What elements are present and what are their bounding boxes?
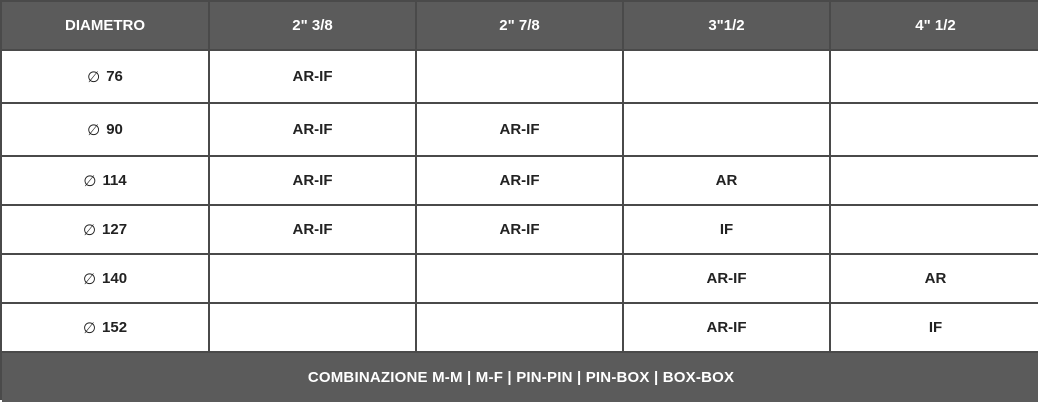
table-cell — [831, 104, 1038, 157]
table-cell: AR-IF — [624, 255, 831, 304]
table-cell: IF — [624, 206, 831, 255]
header-diametro: DIAMETRO — [2, 2, 210, 51]
diameter-icon: ∅ — [83, 172, 97, 190]
table-cell — [417, 51, 624, 104]
table-cell — [210, 304, 417, 353]
table-cell — [831, 157, 1038, 206]
table-cell — [831, 206, 1038, 255]
table-cell: AR-IF — [624, 304, 831, 353]
table-cell: AR-IF — [210, 51, 417, 104]
diameter-icon: ∅ — [87, 68, 101, 86]
header-2-3-8: 2" 3/8 — [210, 2, 417, 51]
diameter-cell — [2, 104, 210, 157]
diameter-icon: ∅ — [87, 121, 101, 139]
table-cell — [210, 255, 417, 304]
header-2-7-8: 2" 7/8 — [417, 2, 624, 51]
table-cell: AR-IF — [417, 157, 624, 206]
table-cell: AR — [624, 157, 831, 206]
header-3-1-2: 3"1/2 — [624, 2, 831, 51]
table-cell: AR — [831, 255, 1038, 304]
header-4-1-2: 4" 1/2 — [831, 2, 1038, 51]
table-cell: AR-IF — [210, 206, 417, 255]
diameter-icon: ∅ — [82, 221, 97, 239]
diameter-cell — [2, 51, 210, 104]
table-cell: AR-IF — [417, 104, 624, 157]
table-cell — [624, 104, 831, 157]
diameter-icon: ∅ — [82, 270, 97, 288]
diameter-cell — [2, 206, 210, 255]
diameter-value: 90 — [106, 121, 123, 138]
table-cell — [831, 51, 1038, 104]
diameter-cell — [2, 304, 210, 353]
table-cell — [417, 304, 624, 353]
table-cell — [417, 255, 624, 304]
table-cell: IF — [831, 304, 1038, 353]
table-cell: AR-IF — [210, 157, 417, 206]
diameter-cell — [2, 255, 210, 304]
diameter-value: 76 — [106, 68, 123, 85]
table-cell: AR-IF — [417, 206, 624, 255]
table-cell — [624, 51, 831, 104]
diameter-value: 114 — [102, 172, 127, 189]
table-cell: AR-IF — [210, 104, 417, 157]
diameter-value: 152 — [102, 319, 128, 336]
diameter-cell — [2, 157, 210, 206]
diameter-value: 140 — [102, 270, 128, 287]
combination-footer: COMBINAZIONE M-M | M-F | PIN-PIN | PIN-BOX | BOX-BOX — [2, 353, 1038, 402]
diameter-icon: ∅ — [82, 319, 97, 337]
diameter-value: 127 — [102, 221, 128, 238]
